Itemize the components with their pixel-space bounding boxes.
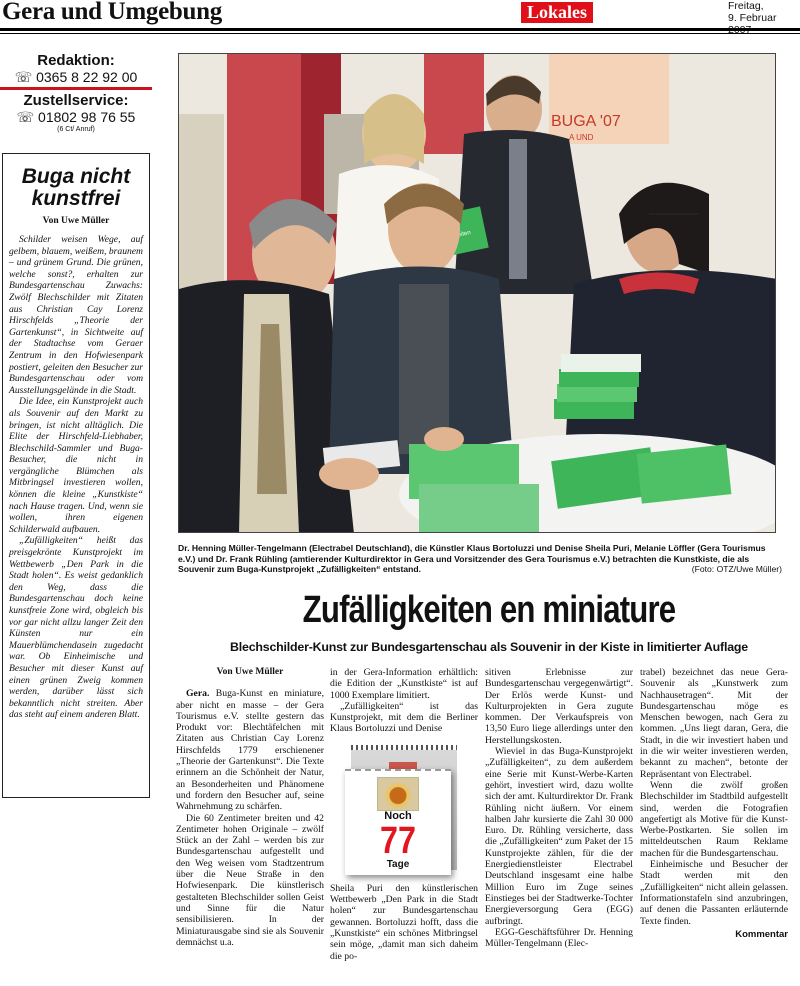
calendar-badge — [389, 762, 417, 769]
article-lead: Buga-Kunst en miniature, aber nicht en masse – der Gera Tourismus e.V. stellte gestern das Produkt vor: Blechtäfelchen mit Zitaten aus Christian Cay Lorenz Hirschfelds 1779 erschienener „Theorie der Gartenkunst“. Die Texte erinnern an die Schönheit der Natur, an Besonderheiten und Phänomene und fordern den Besucher auf, seine Wahrnehmung zu schärfen. — [176, 688, 324, 813]
kommentar-reference: Kommentar — [735, 928, 788, 940]
dateline-date: 9. Februar — [728, 12, 777, 24]
zustell-label: Zustellservice: — [23, 92, 129, 109]
redaktion-phone: 0365 8 22 92 00 — [36, 69, 138, 85]
masthead-rule-thin — [0, 33, 800, 34]
photo-credit: (Foto: OTZ/Uwe Müller) — [691, 564, 782, 575]
article-paragraph: Einheimische und Besucher der Stadt werden mit den „Zufälligkeiten“ nicht allein gelassen. Informationstafeln sind anzubringen, auf denen die Passanten erläuternde Texte finden. — [640, 859, 788, 927]
caption-text: Dr. Henning Müller-Tengelmann (Electrabel Deutschland), die Künstler Klaus Bortoluzzi und Denise Sheila Puri, Melanie Löffler (Gera Tourismus e.V.) und Dr. Frank Rühling (amtierender Kulturdirektor in Gera und Vorsitzender des Gera Tourismus e.V.) betrachten die Kunstkiste, die als Souvenir zum Buga-Kunstprojekt „Zufälligkeiten“ entstand. — [178, 543, 766, 575]
article-column-1 — [176, 667, 324, 948]
redaktion-label: Redaktion: — [37, 52, 115, 69]
article-paragraph: Wenn die zwölf großen Blechschilder im Stadtbild aufgestellt sind, werden die Fotografien angefertigt als Motive für die Kunst-Werbe-Postkarten. Sie sollen im mitteldeutschen Raum Reklame machen für die Bundesgartenschau. — [640, 779, 788, 859]
commentary-byline: Von Uwe Müller — [42, 216, 110, 226]
dateline-day: Freitag, — [728, 0, 764, 12]
calendar-front-page — [345, 769, 451, 875]
calendar-buga-logo — [377, 777, 419, 811]
article-column-3 — [485, 667, 633, 949]
article-photo — [178, 53, 776, 533]
zustell-note: (6 Ct/ Anruf) — [57, 126, 95, 133]
article-paragraph: sitiven Erlebnisse zur Bundesgartenschau vergegenwärtigt“. Der Erlös werde Kunst- und Kulturprojekten in Gera zugute kommen. Der Verkaufspreis von 13,50 Euro liege allerdings unter den Herstellungskosten. — [485, 667, 633, 746]
commentary-paragraph: „Zufälligkeiten“ heißt das preisgekrönte Kunstprojekt im Wettbewerb „Den Park in die Stadt holen“. Es weist gedanklich den Weg, dass die Bundesgartenschau doch keine kunstfreie Zone wird, obgleich bis vor gar nicht allzu langer Zeit den Künsten nur ein Mauerblümchendasein zugedacht war. Ob Einheimische und Besucher mit dieser Kunst auf einen grünen Zweig kommen werden, darüber lässt sich bekanntlich nicht streiten. Aber das steht auf einem anderen Blatt. — [9, 535, 143, 721]
phone-icon: ☏ — [16, 109, 35, 125]
lokales-badge: Lokales — [521, 2, 593, 23]
article-paragraph: Wieviel in das Buga-Kunstprojekt „Zufälligkeiten“, zu dem außerdem eine Serie mit Kunst-Werbe-Karten gehört, investiert wird, dazu wollte sich der amt. Kulturdirektor Dr. Frank Rühling nicht äußern. Vor einem halben Jahr kursierte die Zahl 30 000 Euro. Dr. Rühling versicherte, dass die „Zufälligkeiten“ zum Paket der 15 Kunstprojekte zählen, für die der Energiedienstleister Electrabel Deutschland insgesamt eine halbe Million Euro im Zuge seines Einstieges bei der Stadtwerke-Tochter Energieversorgung Gera (EGG) aufbringt. — [485, 746, 633, 927]
masthead — [0, 0, 800, 34]
article-paragraph: „Zufälligkeiten“ ist das Kunstprojekt, mit dem die Berliner Klaus Bortoluzzi und Denise — [330, 700, 478, 735]
article-subheadline: Blechschilder-Kunst zur Bundesgartenschau als Souvenir in der Kiste in limitierter Auflage — [230, 640, 748, 654]
photo-illustration — [179, 54, 776, 533]
contact-divider — [0, 87, 152, 90]
phone-icon: ☏ — [14, 69, 33, 85]
zustell-phone: 01802 98 76 55 — [38, 109, 136, 125]
countdown-days: 77 — [380, 819, 416, 862]
article-paragraph: Die 60 Zentimeter breiten und 42 Zentimeter hohen Originale – zwölf Stück an der Zahl – werden bis zur Bundesgartenschau aufgestellt und den Weg weisen vom Stadtzentrum über die Neue Straße in den Hofwiesenpark. Die künstlerisch gestalteten Blechschilder sollen Geist und Sinne für die Natur sensibilisieren. In der Miniaturausgabe sind sie als Souvenir demnächst u.a. — [176, 812, 324, 948]
article-headline: Zufälligkeiten en miniature — [302, 589, 676, 631]
article-column-4 — [640, 667, 788, 940]
article-paragraph: trabel) bezeichnet das neue Gera-Souvenir als „Kunstwerk zum Nachhausetragen“. Mit der Bundesgartenschau möge es Menschen bewogen, nach Gera zu kommen. „Uns liegt daran, Gera, die Stadt, in die wir investiert haben und in die wir weiter investieren werden, bekannt zu machen“, betonte der Repräsentant von Electrabel. — [640, 667, 788, 780]
zustell-phone-row — [0, 109, 152, 125]
contact-box — [0, 52, 152, 134]
commentary-paragraph: Schilder weisen Wege, auf gelbem, blauem, weißem, braunem – und grünem Grund. Die grünen, welche sonst?, erhalten zur Bundesgartenschau Zuwachs: Zwölf Blechschilder mit Zitaten aus Christian Cay Lorenz Hirschfelds „Theorie der Gartenkunst“, in Sichtweite auf der Stadtachse vom Geraer Zentrum in den Hofwiesenpark postiert, geleiten den Besucher zur Bundesgartenschau oder vom Ausstellungsgelände in die Stadt. — [9, 234, 143, 396]
commentary-paragraph: Die Idee, ein Kunstprojekt auch als Souvenir auf den Markt zu bringen, ist nicht alltäglich. Die Elite der Hirschfeld-Liebhaber, Blechschild-Sammler und Buga-Besucher, die nicht in vergängliche Blümchen als Mitbringsel investieren wollen, können die kleine „Kunstkiste“ nach Hause tragen. Und, wenn sie wollen, ihren eigenen Schilderwald aufbauen. — [9, 396, 143, 535]
article-dateline: Gera. — [186, 688, 210, 700]
article-paragraph — [176, 688, 324, 812]
countdown-calendar — [345, 745, 463, 877]
commentary-box — [2, 153, 150, 798]
article-column-2 — [330, 667, 478, 962]
countdown-label-top: Noch — [384, 809, 412, 822]
photo-caption — [178, 543, 782, 575]
section-title: Gera und Umgebung — [2, 0, 222, 25]
commentary-title: Buga nicht kunstfrei — [21, 165, 131, 210]
article-paragraph: EGG-Geschäftsführer Dr. Henning Müller-Tengelmann (Elec- — [485, 926, 633, 950]
article-paragraph: in der Gera-Information erhältlich: die Edition der „Kunstkiste“ ist auf 1000 Exemplare limitiert. — [330, 667, 478, 701]
countdown-label-bottom: Tage — [386, 858, 410, 870]
redaktion-phone-row — [0, 69, 152, 85]
buga-banner-sub: A UND — [569, 133, 594, 142]
buga-banner-text: BUGA '07 — [551, 113, 621, 130]
masthead-rule — [0, 28, 800, 31]
article-byline: Von Uwe Müller — [216, 667, 284, 677]
article-paragraph: Sheila Puri den künstlerischen Wettbewerb „Den Park in die Stadt holen“ zur Bundesgartenschau gewannen. Bortoluzzi hofft, dass die „Kunstkiste“ ein schönes Mitbringsel sein möge, „damit man sich daheim die po- — [330, 882, 478, 962]
